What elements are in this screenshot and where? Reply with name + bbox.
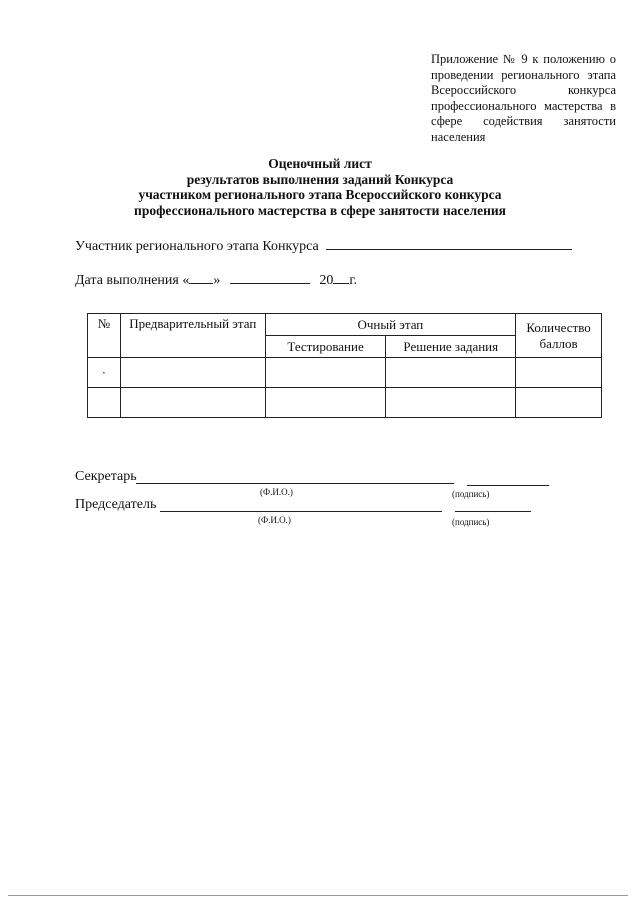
- participant-row: [75, 236, 572, 255]
- date-year-field[interactable]: [333, 270, 349, 284]
- header-inperson: Очный этап: [265, 314, 515, 336]
- points-cell[interactable]: [516, 388, 602, 418]
- document-title: [120, 156, 520, 218]
- date-year-suffix: г.: [349, 273, 358, 288]
- chairman-signature-line[interactable]: [455, 511, 531, 512]
- page-bottom-rule: [8, 895, 628, 896]
- task-cell[interactable]: [386, 358, 516, 388]
- secretary-signature-line[interactable]: [467, 485, 549, 486]
- preliminary-cell[interactable]: [120, 358, 265, 388]
- header-number: №: [88, 314, 121, 358]
- secretary-fio-caption: (Ф.И.О.): [260, 487, 293, 497]
- title-line-3: участником регионального этапа Всероссийского конкурса: [138, 187, 502, 202]
- date-month-field[interactable]: [230, 270, 310, 284]
- chairman-signature-caption: (подпись): [452, 517, 490, 527]
- chairman-label: Председатель: [75, 497, 157, 512]
- secretary-signature-caption: (подпись): [452, 489, 490, 499]
- date-quote-close: »: [213, 273, 221, 288]
- participant-field[interactable]: [326, 236, 572, 250]
- row-number-cell: ·: [88, 358, 121, 388]
- task-cell[interactable]: [386, 388, 516, 418]
- header-points: Количество баллов: [516, 314, 602, 358]
- scores-table: [87, 313, 602, 418]
- secretary-name-line[interactable]: [136, 483, 454, 484]
- secretary-label: Секретарь: [75, 469, 137, 484]
- testing-cell[interactable]: [265, 388, 386, 418]
- table-row: [88, 358, 602, 388]
- date-label: Дата выполнения «: [75, 273, 190, 288]
- chairman-name-line[interactable]: [160, 511, 442, 512]
- header-testing: Тестирование: [265, 336, 386, 358]
- points-cell[interactable]: [516, 358, 602, 388]
- title-line-1: Оценочный лист: [268, 156, 372, 171]
- testing-cell[interactable]: [265, 358, 386, 388]
- row-number-cell: [88, 388, 121, 418]
- title-line-2: результатов выполнения заданий Конкурса: [186, 171, 454, 187]
- table-row: [88, 388, 602, 418]
- participant-label: Участник регионального этапа Конкурса: [75, 239, 319, 254]
- date-year-prefix: 20: [319, 273, 334, 288]
- date-row: [75, 270, 357, 289]
- appendix-note: Приложение № 9 к положению о проведении регионального этапа Всероссийского конкурса профессионального мастерства в сфере содействия занятости населения: [431, 52, 616, 144]
- header-task: Решение задания: [386, 336, 516, 358]
- title-line-4: профессионального мастерства в сфере занятости населения: [134, 202, 506, 218]
- chairman-fio-caption: (Ф.И.О.): [258, 515, 291, 525]
- preliminary-cell[interactable]: [120, 388, 265, 418]
- header-preliminary: Предварительный этап: [120, 314, 265, 358]
- date-day-field[interactable]: [189, 270, 213, 284]
